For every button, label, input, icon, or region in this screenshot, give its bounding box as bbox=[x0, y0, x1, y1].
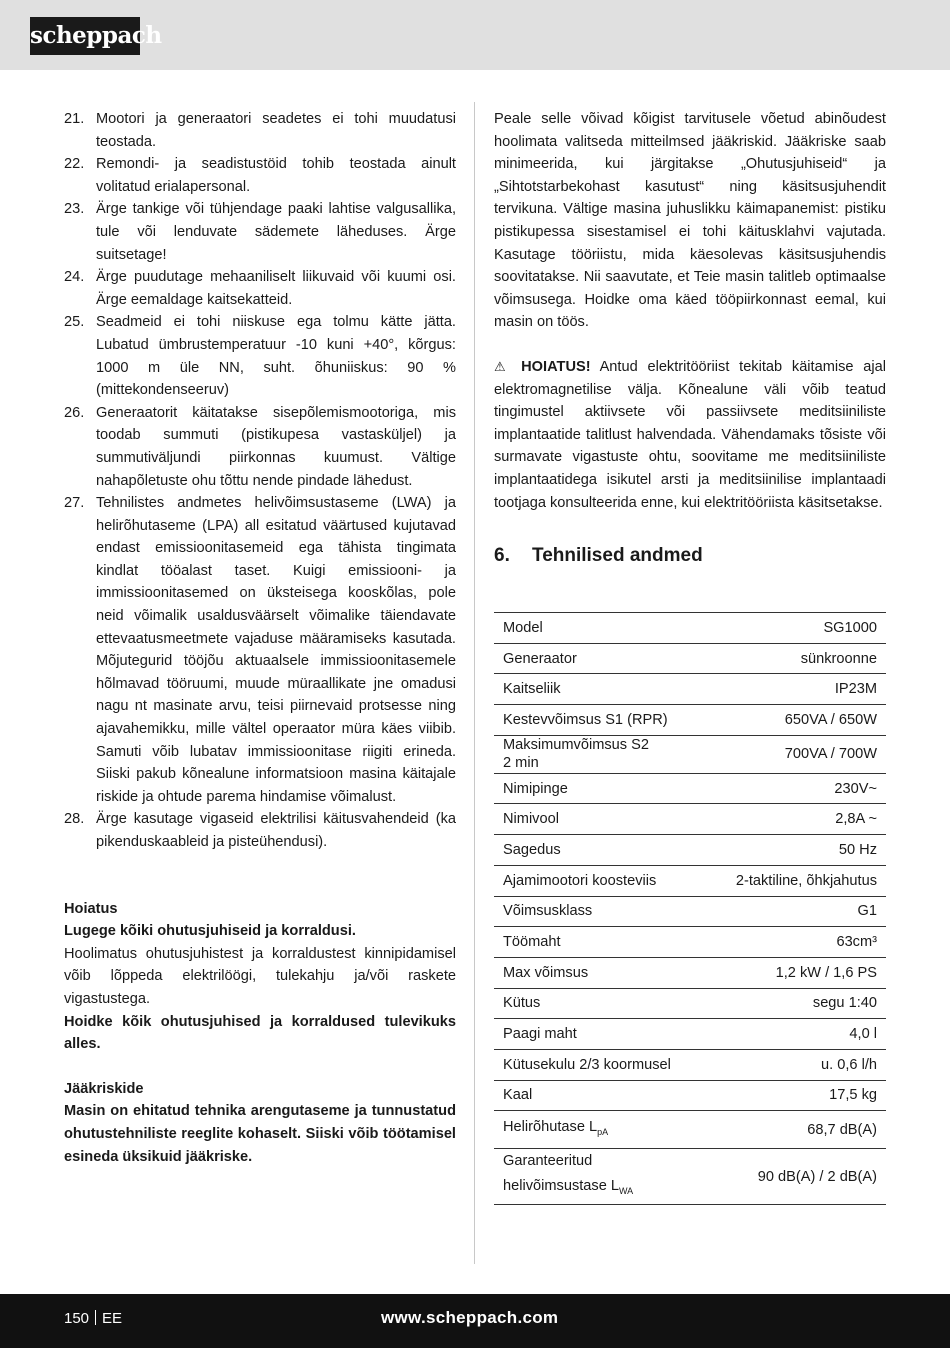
emf-warning bbox=[494, 356, 886, 514]
spec-label: Võimsusklass bbox=[494, 896, 705, 927]
residual-intro: Peale selle võivad kõigist tarvitusele võetud abinõudest hoolimata valitseda mitteilmsed jääkriskid. Jääkriske saab minimeerida, kui järgitakse „Ohutusjuhiseid“ ja „Sihtotstarbekohast kasutust“ ning käsitsusjuhendit tervikuna. Vältige masina juhuslikku käimapanemist: pistiku pistikupessa sisestamisel ei tohi käitusklahvi vajutada. Kasutage tööriistu, mida käesolevas käsitsusjuhendis soovitatakse. Nii saavutate, et Teie masin talitleb optimaalse võimsusega. Hoidke oma käed tööpiirkonnast eemal, kui masin on töös. bbox=[494, 111, 886, 331]
spec-label: Kaal bbox=[494, 1080, 705, 1111]
left-column bbox=[64, 108, 456, 1168]
spec-value: 17,5 kg bbox=[705, 1080, 886, 1111]
footer-separator bbox=[95, 1310, 96, 1325]
list-item: 25. Seadmeid ei tohi niiskuse ega tolmu kätte jätta. Lubatud ümbrustemperatuur -10 kuni +40°, kõrgus: 1000 m üle NN, suht. õhuniiskus: 90 % (mittekondenseeruv) bbox=[64, 314, 456, 399]
section-heading bbox=[494, 544, 886, 568]
website-url: www.scheppach.com bbox=[381, 1308, 559, 1327]
spec-value: 4,0 l bbox=[705, 1019, 886, 1050]
spec-label: Kestevvõimsus S1 (RPR) bbox=[494, 705, 705, 736]
table-row bbox=[494, 1080, 886, 1111]
footer-band bbox=[0, 1294, 950, 1348]
residual-title: Jääkriskide bbox=[64, 1080, 144, 1097]
spec-value: u. 0,6 l/h bbox=[705, 1049, 886, 1080]
spec-value: 63cm³ bbox=[705, 927, 886, 958]
table-row bbox=[494, 988, 886, 1019]
spec-label: Helirõhutase $L_{pA}$ bbox=[494, 1111, 705, 1149]
spec-value: 700VA / 700W bbox=[705, 735, 886, 773]
spec-value: 2,8A ~ bbox=[705, 804, 886, 835]
spec-value: 68,7 dB(A) bbox=[705, 1111, 886, 1149]
column-divider bbox=[474, 102, 475, 1264]
spec-label: Maksimumvõimsus S2 2 min bbox=[494, 735, 705, 773]
table-row bbox=[494, 804, 886, 835]
spec-value: 90 dB(A) / 2 dB(A) bbox=[705, 1149, 886, 1205]
spec-value: 1,2 kW / 1,6 PS bbox=[705, 957, 886, 988]
warning-title: Hoiatus bbox=[64, 900, 118, 917]
table-row bbox=[494, 1019, 886, 1050]
spacer bbox=[494, 334, 886, 356]
spec-label: Töömaht bbox=[494, 927, 705, 958]
warning-body: Hoolimatus ohutusjuhistest ja korraldustest kinnipidamisel võib lõppeda elektrilöögi, tulekahju ja/või raskete vigastustega. bbox=[64, 945, 456, 1007]
table-row bbox=[494, 835, 886, 866]
list-item: 24. Ärge puudutage mehaaniliselt liikuvaid või kuumi osi. Ärge eemaldage kaitsekatteid. bbox=[64, 269, 456, 308]
table-row bbox=[494, 1049, 886, 1080]
spec-value: SG1000 bbox=[705, 613, 886, 644]
spec-value: 650VA / 650W bbox=[705, 705, 886, 736]
spec-label: Max võimsus bbox=[494, 957, 705, 988]
spec-table bbox=[494, 612, 886, 1205]
residual-body: Masin on ehitatud tehnika arengutaseme ja tunnustatud ohutustehniliste reeglite kohaselt. Siiski võib töötamisel esineda üksikuid jääkriske. bbox=[64, 1103, 456, 1165]
spec-label: Ajamimootori koosteviis bbox=[494, 865, 705, 896]
table-row bbox=[494, 643, 886, 674]
scheppach-logo: scheppach bbox=[30, 17, 140, 55]
spec-label: Garanteeritud helivõimsustase $L_{WA}$ bbox=[494, 1149, 705, 1205]
safety-list bbox=[64, 108, 456, 854]
spec-label: Generaator bbox=[494, 643, 705, 674]
table-row bbox=[494, 1111, 886, 1149]
spec-value: segu 1:40 bbox=[705, 988, 886, 1019]
spacer bbox=[64, 1056, 456, 1078]
page-number: 150 EE bbox=[64, 1310, 123, 1327]
spacer bbox=[64, 854, 456, 876]
spec-label: Kütusekulu 2/3 koormusel bbox=[494, 1049, 705, 1080]
spec-value: 2-taktiline, õhkjahutus bbox=[705, 865, 886, 896]
right-column bbox=[494, 108, 886, 568]
section-title: Tehnilised andmed bbox=[532, 545, 703, 567]
spec-value: sünkroonne bbox=[705, 643, 886, 674]
spec-label: Kaitseliik bbox=[494, 674, 705, 705]
emf-warning-label: HOIATUS! bbox=[521, 358, 591, 375]
table-row bbox=[494, 613, 886, 644]
list-item: 27. Tehnilistes andmetes helivõimsustaseme (LWA) ja helirõhutaseme (LPA) all esitatud väärtused kujutavad endast emissioonitasemeid ega tähista tingimata kindlat tööalast taset. Kuigi emissiooni- ja immissioonitasemed on üksteisega kooskõlas, pole neid võimalik usaldusväärselt võimalike täiendavate ettevaatusmeetmete vajaduse määramiseks kasutada. Mõjutegurid tööjõu aktuaalsele immissioonitasemele hõlmavad tööruumi, muude müraallikate jne omadusi nagu nt masinate arvu, teisi piirnevaid protsesse ning ajavahemikku, mille vältel operaator müra käes viibib. Samuti võib lubatav immissioonitase riigiti erineda. Siiski pakub kõnealune informatsioon masina käitajale riskide ja ohtude parema hindamise võimalust. bbox=[64, 495, 456, 805]
spacer bbox=[64, 876, 456, 898]
table-row bbox=[494, 705, 886, 736]
table-row bbox=[494, 773, 886, 804]
spec-label: Nimipinge bbox=[494, 773, 705, 804]
spec-value: IP23M bbox=[705, 674, 886, 705]
header-band bbox=[0, 0, 950, 70]
list-item: 28. Ärge kasutage vigaseid elektrilisi käitusvahendeid (ka pikenduskaableid ja pisteühendusi). bbox=[64, 811, 456, 850]
spec-value: 50 Hz bbox=[705, 835, 886, 866]
spec-value: 230V~ bbox=[705, 773, 886, 804]
table-row bbox=[494, 865, 886, 896]
warning-subtitle: Lugege kõiki ohutusjuhiseid ja korraldusi. bbox=[64, 923, 356, 940]
list-item: 21. Mootori ja generaatori seadetes ei tohi muudatusi teostada. bbox=[64, 111, 456, 150]
table-row bbox=[494, 896, 886, 927]
warning-keep: Hoidke kõik ohutusjuhised ja korraldused tulevikuks alles. bbox=[64, 1013, 456, 1053]
emf-warning-text: Antud elektritööriist tekitab käitamise ajal elektromagnetilise välja. Kõnealune väli võib teatud tingimustel aktiivsete või passiivsete meditsiiniliste implantaatide talitlust halvendada. Vähendamaks tõsiste või surmavate vigastuste ohtu, soovitame me meditsiiniliste implantaatidega isikutel arsti ja meditsiinilise implantaadi tootjaga konsulteerida enne, kui elektritööriista käsitsetakse. bbox=[494, 358, 887, 511]
table-row bbox=[494, 735, 886, 773]
spec-label: Sagedus bbox=[494, 835, 705, 866]
spec-label: Model bbox=[494, 613, 705, 644]
warning-triangle-icon: ⚠ bbox=[494, 358, 512, 374]
spec-label: Kütus bbox=[494, 988, 705, 1019]
section-number: 6. bbox=[494, 545, 510, 567]
spec-label: Paagi maht bbox=[494, 1019, 705, 1050]
table-row bbox=[494, 674, 886, 705]
table-row bbox=[494, 957, 886, 988]
spec-label: Nimivool bbox=[494, 804, 705, 835]
table-row bbox=[494, 927, 886, 958]
spec-value: G1 bbox=[705, 896, 886, 927]
table-row bbox=[494, 1149, 886, 1205]
list-item: 26. Generaatorit käitatakse sisepõlemismootoriga, mis toodab summuti (pistikupesa vastasküljel) ja summutiväljundi piirkonnas kuumust. Vältige nahapõletuste ohu tõttu nende pindade lähedust. bbox=[64, 404, 456, 489]
list-item: 22. Remondi- ja seadistustöid tohib teostada ainult volitatud erialapersonal. bbox=[64, 156, 456, 195]
list-item: 23. Ärge tankige või tühjendage paaki lahtise valgusallika, tule või lenduvate sädemete läheduses. Ärge suitsetage! bbox=[64, 201, 456, 263]
